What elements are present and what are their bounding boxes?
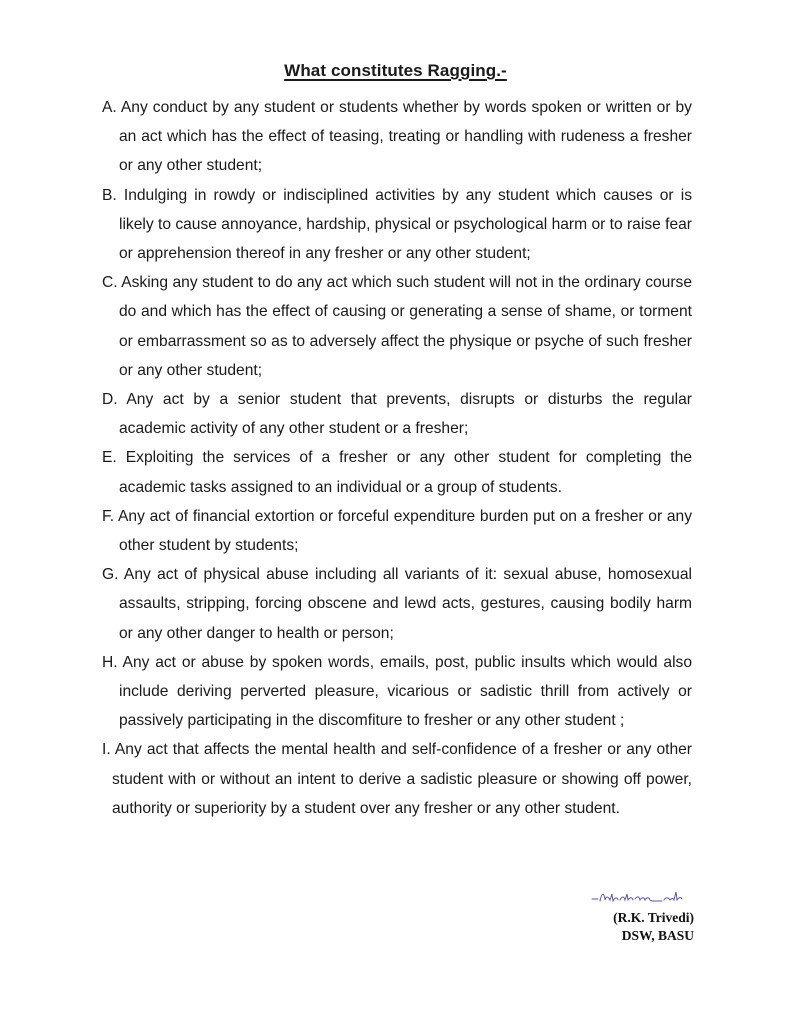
- item-label: E.: [102, 449, 117, 467]
- item-label: I.: [102, 741, 111, 759]
- list-item-g: [102, 560, 692, 648]
- list-item-e: [102, 443, 692, 501]
- item-label: D.: [102, 391, 118, 409]
- item-text: Any conduct by any student or students whether by words spoken or written or by an act which has the effect of teasing, treating or handling with rudeness a fresher or any other student;: [119, 99, 692, 175]
- list-item-d: [102, 385, 692, 443]
- item-label: B.: [102, 186, 117, 204]
- list-item-a: [102, 93, 692, 181]
- list-item-f: [102, 502, 692, 560]
- item-text: Any act by a senior student that prevents, disrupts or disturbs the regular academic activity of any other student or a fresher;: [119, 391, 692, 438]
- item-text: Indulging in rowdy or indisciplined activities by any student which causes or is likely to cause annoyance, hardship, physical or psychological harm or to raise fear or apprehension thereof in any fresher or any other student;: [119, 186, 692, 263]
- page-title: What constitutes Ragging.-: [284, 61, 507, 80]
- signatory-name: (R.K. Trivedi): [613, 910, 694, 925]
- handwritten-signature-icon: [590, 888, 690, 908]
- item-text: Any act of financial extortion or forceful expenditure burden put on a fresher or any other student by students;: [118, 507, 692, 555]
- list-item-i: [102, 735, 692, 823]
- item-text: Asking any student to do any act which such student will not in the ordinary course do and which has the effect of causing or generating a sense of shame, or torment or embarrassment so as to adversely affect the physique or psyche of such fresher or any other student;: [119, 274, 692, 379]
- item-text: Any act of physical abuse including all variants of it: sexual abuse, homosexual assaults, stripping, forcing obscene and lewd acts, gestures, causing bodily harm or any other danger to health or person;: [119, 566, 692, 642]
- list-item-c: [102, 268, 692, 385]
- item-label: F.: [102, 507, 115, 525]
- item-text: Exploiting the services of a fresher or any other student for completing the academic tasks assigned to an individual or a group of students.: [119, 449, 692, 496]
- item-label: C.: [102, 274, 118, 292]
- item-text: Any act that affects the mental health and self-confidence of a fresher or any other student with or without an intent to derive a sadistic pleasure or showing off power, authority or superiority by a student over any fresher or any other student.: [112, 741, 692, 817]
- signatory-title: DSW, BASU: [621, 928, 694, 943]
- item-label: H.: [102, 653, 118, 671]
- item-text: Any act or abuse by spoken words, emails, post, public insults which would also include deriving perverted pleasure, vicarious or sadistic thrill from actively or passively participating in the discomfiture to fresher or any other student ;: [119, 653, 692, 730]
- item-label: G.: [102, 566, 119, 584]
- item-label: A.: [102, 99, 117, 116]
- list-item-h: [102, 648, 692, 736]
- list-item-b: [102, 181, 692, 269]
- ragging-definition-list: [102, 93, 692, 823]
